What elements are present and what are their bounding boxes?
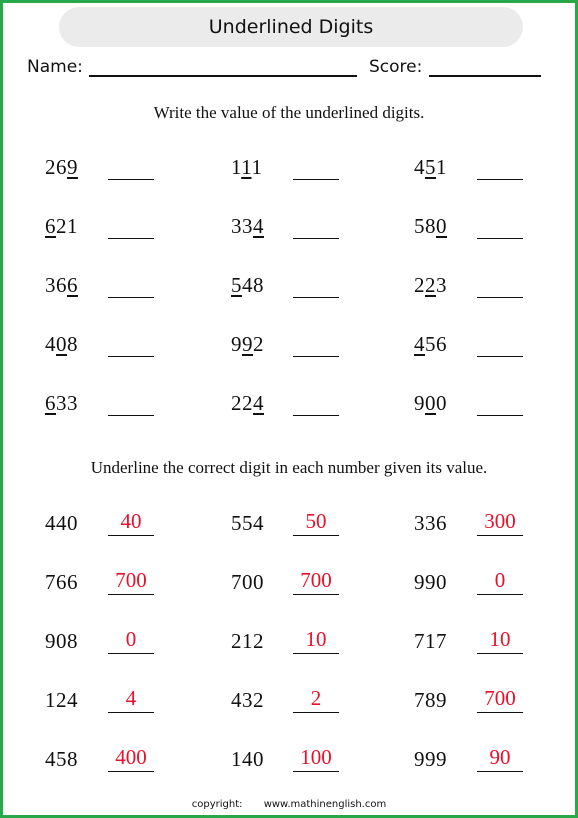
answer-value: 100 [300, 745, 332, 769]
number-value: 789 [414, 688, 447, 712]
underlined-digit: 6 [45, 214, 56, 238]
number-value: 140 [231, 747, 264, 771]
underlined-digit: 6 [67, 273, 78, 297]
answer-blank[interactable] [108, 712, 154, 713]
number-prefix: 22 [231, 391, 253, 415]
answer-blank[interactable] [477, 415, 523, 416]
underlined-number [414, 155, 447, 180]
answer-value: 90 [489, 745, 511, 769]
number-prefix: 1 [231, 155, 242, 179]
number-prefix: 4 [45, 332, 56, 356]
underlined-number [414, 273, 447, 298]
number-prefix: 9 [414, 391, 425, 415]
answer-blank[interactable] [108, 535, 154, 536]
underlined-digit: 5 [425, 155, 436, 179]
answer-blank[interactable] [293, 297, 339, 298]
number-suffix: 56 [425, 332, 447, 356]
number-suffix: 48 [242, 273, 264, 297]
answer-blank[interactable] [293, 771, 339, 772]
part-2-row [3, 686, 575, 720]
number-suffix: 8 [67, 332, 78, 356]
answer-blank[interactable] [293, 356, 339, 357]
answer-blank[interactable] [293, 653, 339, 654]
number-value: 999 [414, 747, 447, 771]
underlined-digit: 2 [425, 273, 436, 297]
number-prefix: 2 [414, 273, 425, 297]
answer-blank[interactable] [477, 238, 523, 239]
number-value: 766 [45, 570, 78, 594]
answer-value: 40 [120, 509, 142, 533]
number-prefix: 9 [231, 332, 242, 356]
answer-blank[interactable] [293, 594, 339, 595]
answer-blank[interactable] [293, 535, 339, 536]
number-suffix: 33 [56, 391, 78, 415]
number-value: 432 [231, 688, 264, 712]
answer-blank[interactable] [108, 415, 154, 416]
part-2-row [3, 745, 575, 779]
number-prefix: 58 [414, 214, 436, 238]
number-prefix: 4 [414, 155, 425, 179]
underlined-number [231, 214, 264, 239]
part-1-row [3, 330, 575, 364]
underlined-digit: 1 [241, 155, 252, 179]
name-score-row [27, 57, 551, 81]
underlined-number [45, 155, 78, 180]
answer-blank[interactable] [477, 356, 523, 357]
number-value: 440 [45, 511, 78, 535]
underlined-digit: 4 [414, 332, 425, 356]
score-blank[interactable] [429, 75, 541, 77]
answer-blank[interactable] [108, 771, 154, 772]
answer-value: 0 [494, 568, 506, 592]
underlined-number [231, 391, 264, 416]
part-1-row [3, 153, 575, 187]
answer-blank[interactable] [477, 179, 523, 180]
answer-value: 400 [115, 745, 147, 769]
answer-blank[interactable] [293, 179, 339, 180]
underlined-number [45, 332, 78, 357]
underlined-number [45, 214, 78, 239]
number-suffix: 3 [436, 273, 447, 297]
number-prefix: 33 [231, 214, 253, 238]
number-value: 554 [231, 511, 264, 535]
answer-blank[interactable] [477, 771, 523, 772]
part-2-row [3, 568, 575, 602]
footer [3, 799, 575, 810]
number-value: 717 [414, 629, 447, 653]
score-label: Score: [369, 57, 423, 77]
answer-value: 2 [310, 686, 322, 710]
number-value: 124 [45, 688, 78, 712]
answer-blank[interactable] [293, 415, 339, 416]
answer-blank[interactable] [108, 653, 154, 654]
number-value: 700 [231, 570, 264, 594]
part-1-row [3, 212, 575, 246]
answer-blank[interactable] [477, 594, 523, 595]
answer-blank[interactable] [108, 594, 154, 595]
answer-blank[interactable] [108, 297, 154, 298]
number-suffix: 0 [436, 391, 447, 415]
underlined-number [231, 273, 264, 298]
name-blank[interactable] [89, 75, 357, 77]
answer-blank[interactable] [108, 238, 154, 239]
underlined-number [231, 155, 262, 180]
answer-blank[interactable] [293, 238, 339, 239]
answer-blank[interactable] [108, 356, 154, 357]
number-value: 212 [231, 629, 264, 653]
answer-value: 50 [305, 509, 327, 533]
underlined-number [45, 391, 78, 416]
underlined-digit: 4 [253, 391, 264, 415]
underlined-digit: 0 [436, 214, 447, 238]
number-suffix: 21 [56, 214, 78, 238]
number-value: 908 [45, 629, 78, 653]
underlined-digit: 0 [56, 332, 67, 356]
answer-blank[interactable] [477, 712, 523, 713]
underlined-number [45, 273, 78, 298]
answer-blank[interactable] [108, 179, 154, 180]
name-label: Name: [27, 57, 83, 77]
website-link[interactable]: www.mathinenglish.com [263, 799, 387, 810]
answer-value: 700 [484, 686, 516, 710]
answer-value: 700 [300, 568, 332, 592]
answer-value: 10 [489, 627, 511, 651]
answer-value: 10 [305, 627, 327, 651]
number-prefix: 26 [45, 155, 67, 179]
underlined-digit: 9 [242, 332, 253, 356]
number-suffix: 2 [253, 332, 264, 356]
underlined-number [231, 332, 264, 357]
underlined-digit: 0 [425, 391, 436, 415]
number-value: 990 [414, 570, 447, 594]
answer-blank[interactable] [477, 653, 523, 654]
instruction-part-2: Underline the correct digit in each number given its value. [90, 458, 488, 477]
part-1-row [3, 271, 575, 305]
answer-value: 0 [125, 627, 137, 651]
number-value: 336 [414, 511, 447, 535]
number-suffix: 1 [436, 155, 447, 179]
underlined-digit: 9 [67, 155, 78, 179]
underlined-digit: 6 [45, 391, 56, 415]
underlined-digit: 5 [231, 273, 242, 297]
number-value: 458 [45, 747, 78, 771]
answer-value: 700 [115, 568, 147, 592]
underlined-number [414, 391, 447, 416]
underlined-number [414, 214, 447, 239]
number-prefix: 36 [45, 273, 67, 297]
answer-blank[interactable] [477, 297, 523, 298]
answer-value: 300 [484, 509, 516, 533]
underlined-digit: 4 [253, 214, 264, 238]
instruction-part-1: Write the value of the underlined digits. [153, 103, 425, 122]
answer-blank[interactable] [477, 535, 523, 536]
worksheet-title: Underlined Digits [59, 7, 523, 47]
underlined-number [414, 332, 447, 357]
number-suffix: 1 [251, 155, 263, 179]
answer-value: 4 [125, 686, 137, 710]
part-2-row [3, 627, 575, 661]
answer-blank[interactable] [293, 712, 339, 713]
copyright-label: copyright: [191, 799, 243, 810]
part-1-row [3, 389, 575, 423]
part-2-row [3, 509, 575, 543]
